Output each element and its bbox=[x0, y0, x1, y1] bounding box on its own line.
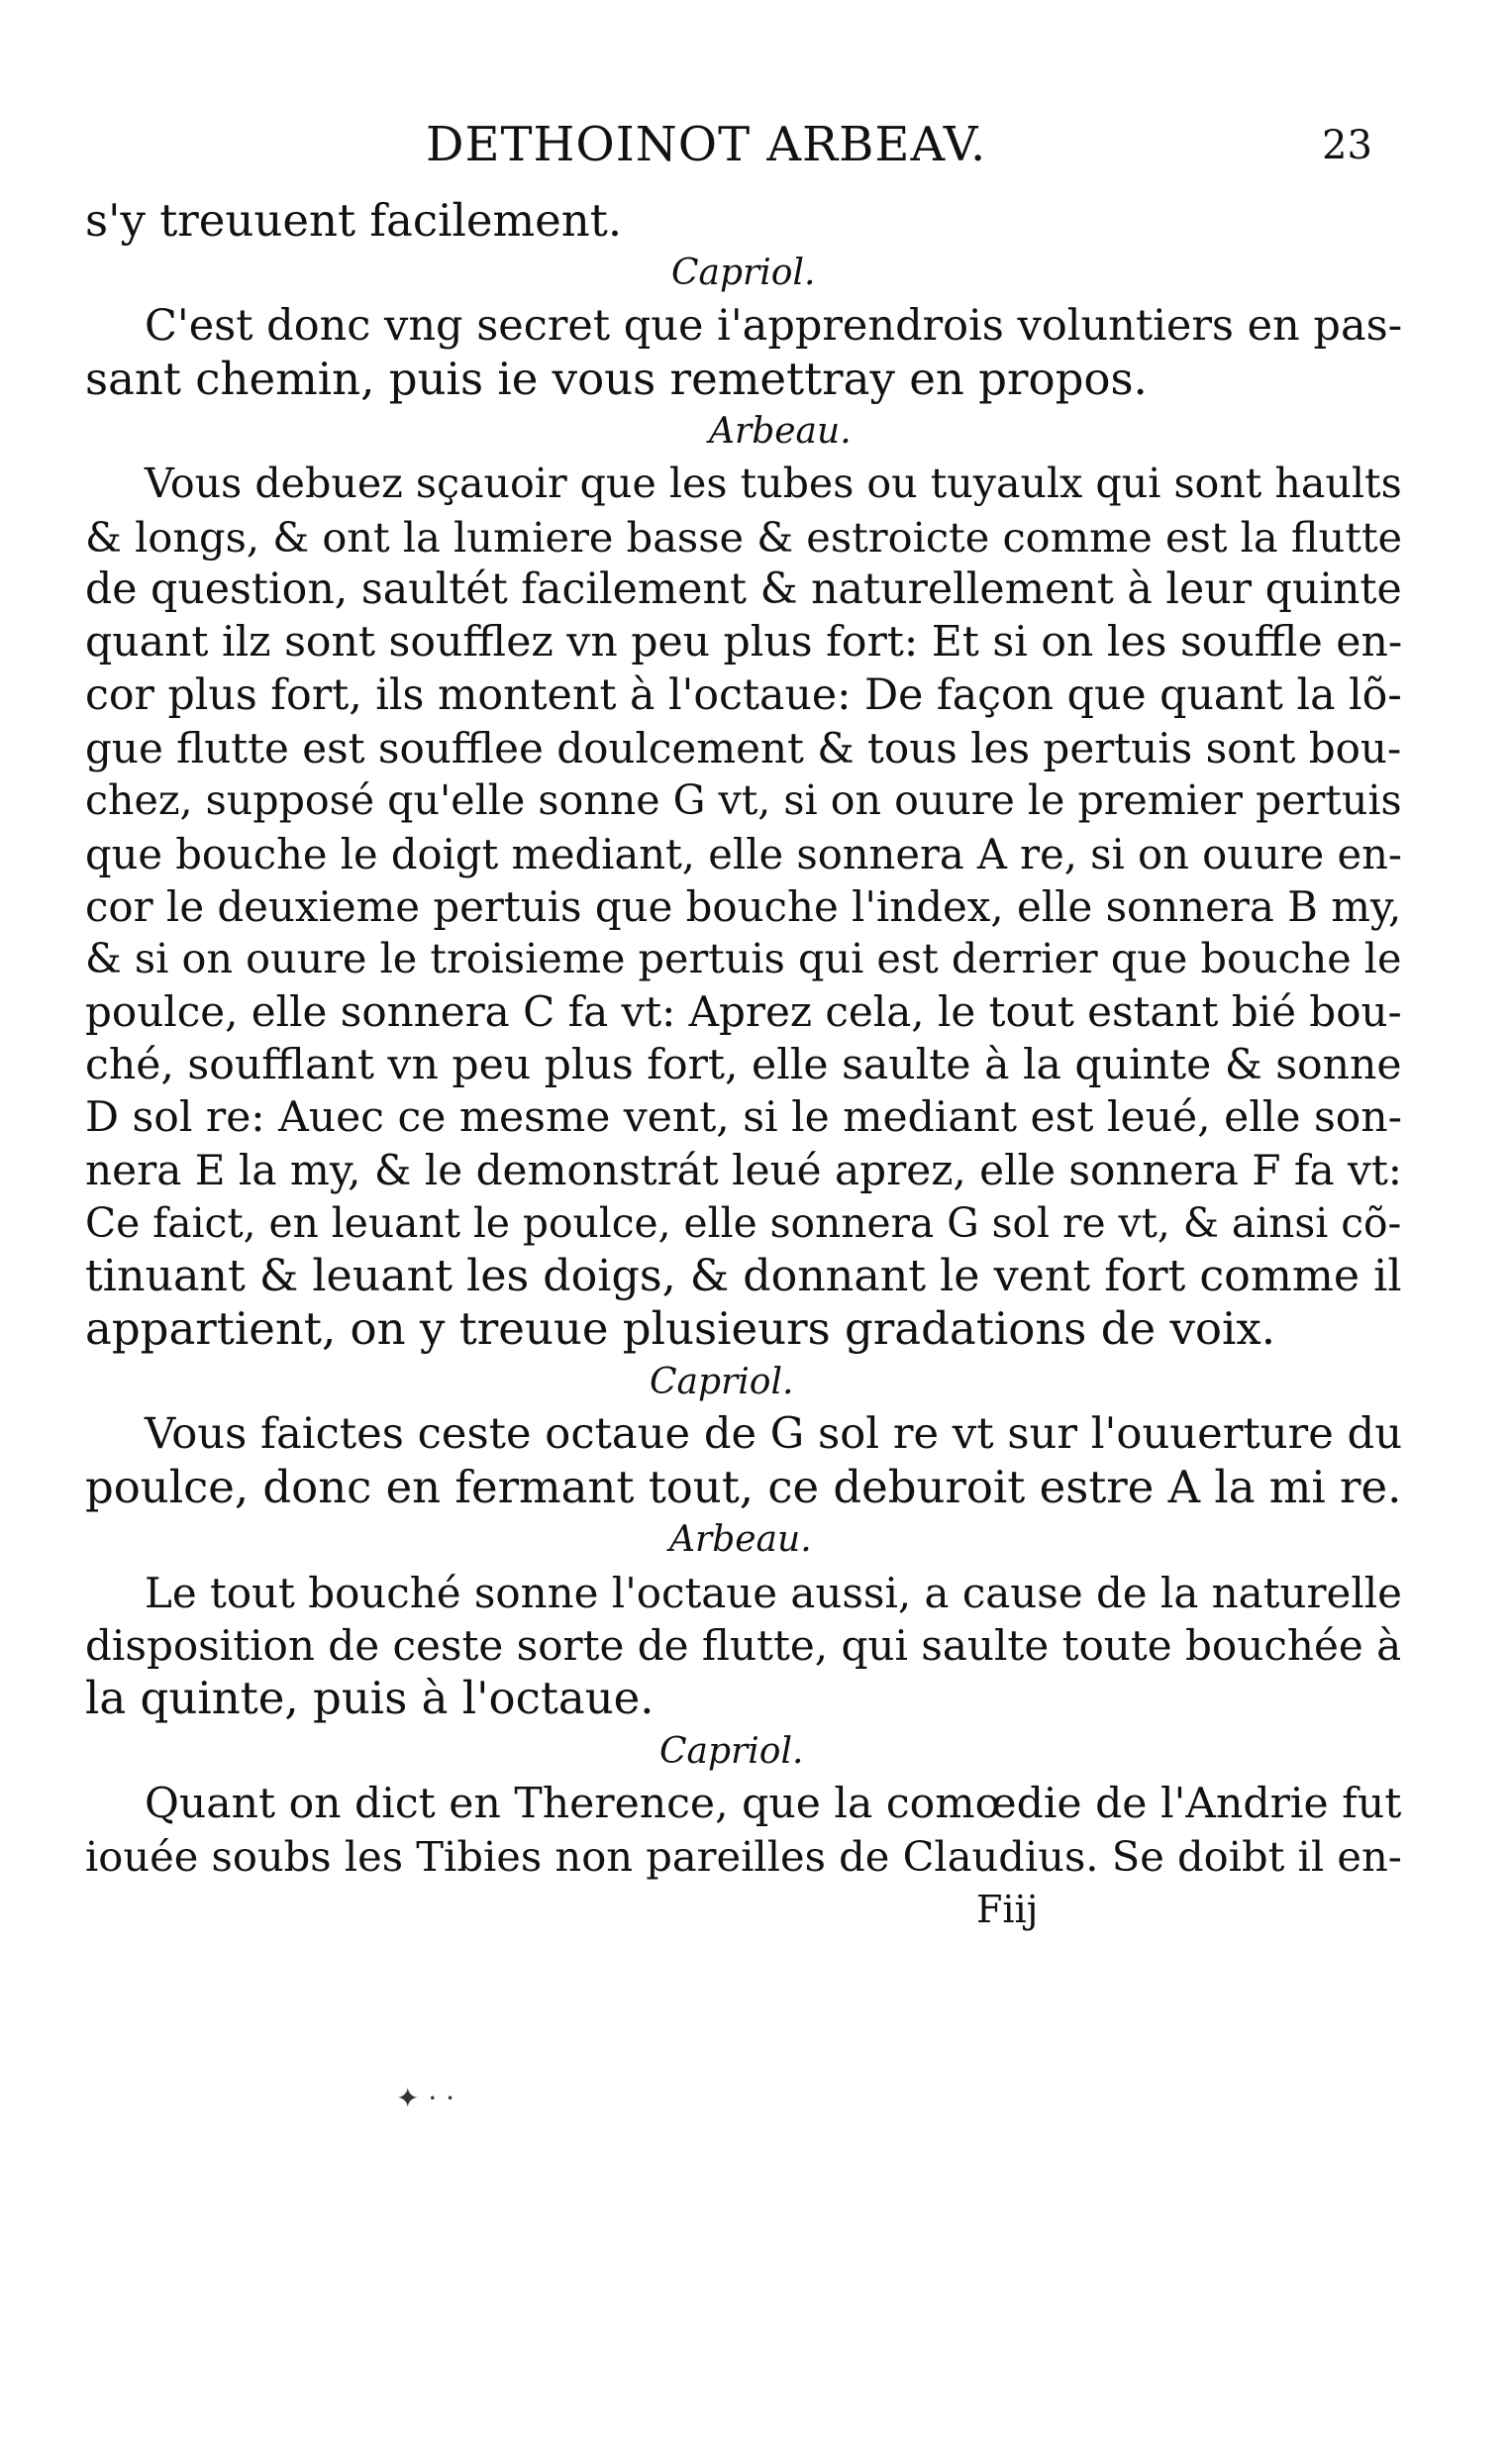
page-number: 23 bbox=[1322, 123, 1372, 168]
text-line: tinuant & leuant les doigs, & donnant le vent fort comme il bbox=[85, 1250, 1402, 1301]
text-line: & si on ouure le troisieme pertuis qui est derrier que bouche le bbox=[85, 935, 1402, 983]
text-line: la quinte, puis à l'octaue. bbox=[85, 1672, 655, 1725]
text-line: Le tout bouché sonne l'octaue aussi, a cause de la naturelle bbox=[145, 1568, 1402, 1617]
text-line: ché, soufflant vn peu plus fort, elle saulte à la quinte & sonne bbox=[85, 1040, 1402, 1089]
text-line: & longs, & ont la lumiere basse & estroicte comme est la flutte bbox=[85, 512, 1402, 562]
text-line: poulce, donc en fermant tout, ce deburoit estre A la mi re. bbox=[85, 1461, 1402, 1514]
text-line: quant ilz sont soufflez vn peu plus fort: Et si on les souffle en- bbox=[85, 618, 1402, 667]
speaker-label: Capriol. bbox=[650, 1361, 794, 1402]
text-line: sant chemin, puis ie vous remettray en propos. bbox=[85, 352, 1148, 405]
ornament-mark-icon: ✦ · · bbox=[396, 2082, 455, 2114]
text-line: poulce, elle sonnera C fa vt: Aprez cela, le tout estant bié bou- bbox=[85, 987, 1402, 1037]
text-line: que bouche le doigt mediant, elle sonnera A re, si on ouure en- bbox=[85, 829, 1402, 878]
page-header bbox=[0, 117, 1512, 186]
text-line: D sol re: Auec ce mesme vent, si le mediant est leué, elle son- bbox=[85, 1093, 1402, 1143]
text-line: iouée soubs les Tibies non pareilles de Claudius. Se doibt il en- bbox=[85, 1832, 1402, 1882]
text-line: Quant on dict en Therence, que la comœdie de l'Andrie fut bbox=[145, 1779, 1402, 1828]
catchword: Fiij bbox=[976, 1887, 1039, 1931]
speaker-label: Capriol. bbox=[659, 1730, 804, 1772]
text-line: s'y treuuent facilement. bbox=[85, 194, 623, 247]
text-line: cor le deuxieme pertuis que bouche l'index, elle sonnera B my, bbox=[85, 881, 1402, 931]
speaker-label: Capriol. bbox=[671, 253, 816, 294]
speaker-label: Arbeau. bbox=[669, 1519, 812, 1561]
text-line: appartient, on y treuue plusieurs gradations de voix. bbox=[85, 1302, 1276, 1356]
text-line: de question, saultét facilement & naturellement à leur quinte bbox=[85, 565, 1402, 615]
text-line: cor plus fort, ils montent à l'octaue: De façon que quant la lõ- bbox=[85, 669, 1402, 720]
text-line: Vous debuez sçauoir que les tubes ou tuyaulx qui sont haults bbox=[145, 460, 1402, 508]
text-line: chez, supposé qu'elle sonne G vt, si on ouure le premier pertuis bbox=[85, 776, 1402, 825]
text-line: Vous faictes ceste octaue de G sol re vt sur l'ouuerture du bbox=[145, 1408, 1402, 1459]
text-line: C'est donc vng secret que i'apprendrois voluntiers en pas- bbox=[145, 300, 1402, 351]
body-text bbox=[85, 194, 1402, 1936]
text-line: nera E la my, & le demonstrát leué aprez, elle sonnera F fa vt: bbox=[85, 1146, 1402, 1195]
speaker-label: Arbeau. bbox=[709, 411, 852, 453]
running-head: DETHOINOT ARBEAV. bbox=[426, 117, 987, 172]
text-line: gue flutte est soufflee doulcement & tous les pertuis sont bou- bbox=[85, 723, 1402, 772]
text-line: Ce faict, en leuant le poulce, elle sonnera G sol re vt, & ainsi cõ- bbox=[85, 1198, 1402, 1247]
text-line: disposition de ceste sorte de flutte, qui saulte toute bouchée à bbox=[85, 1621, 1402, 1671]
